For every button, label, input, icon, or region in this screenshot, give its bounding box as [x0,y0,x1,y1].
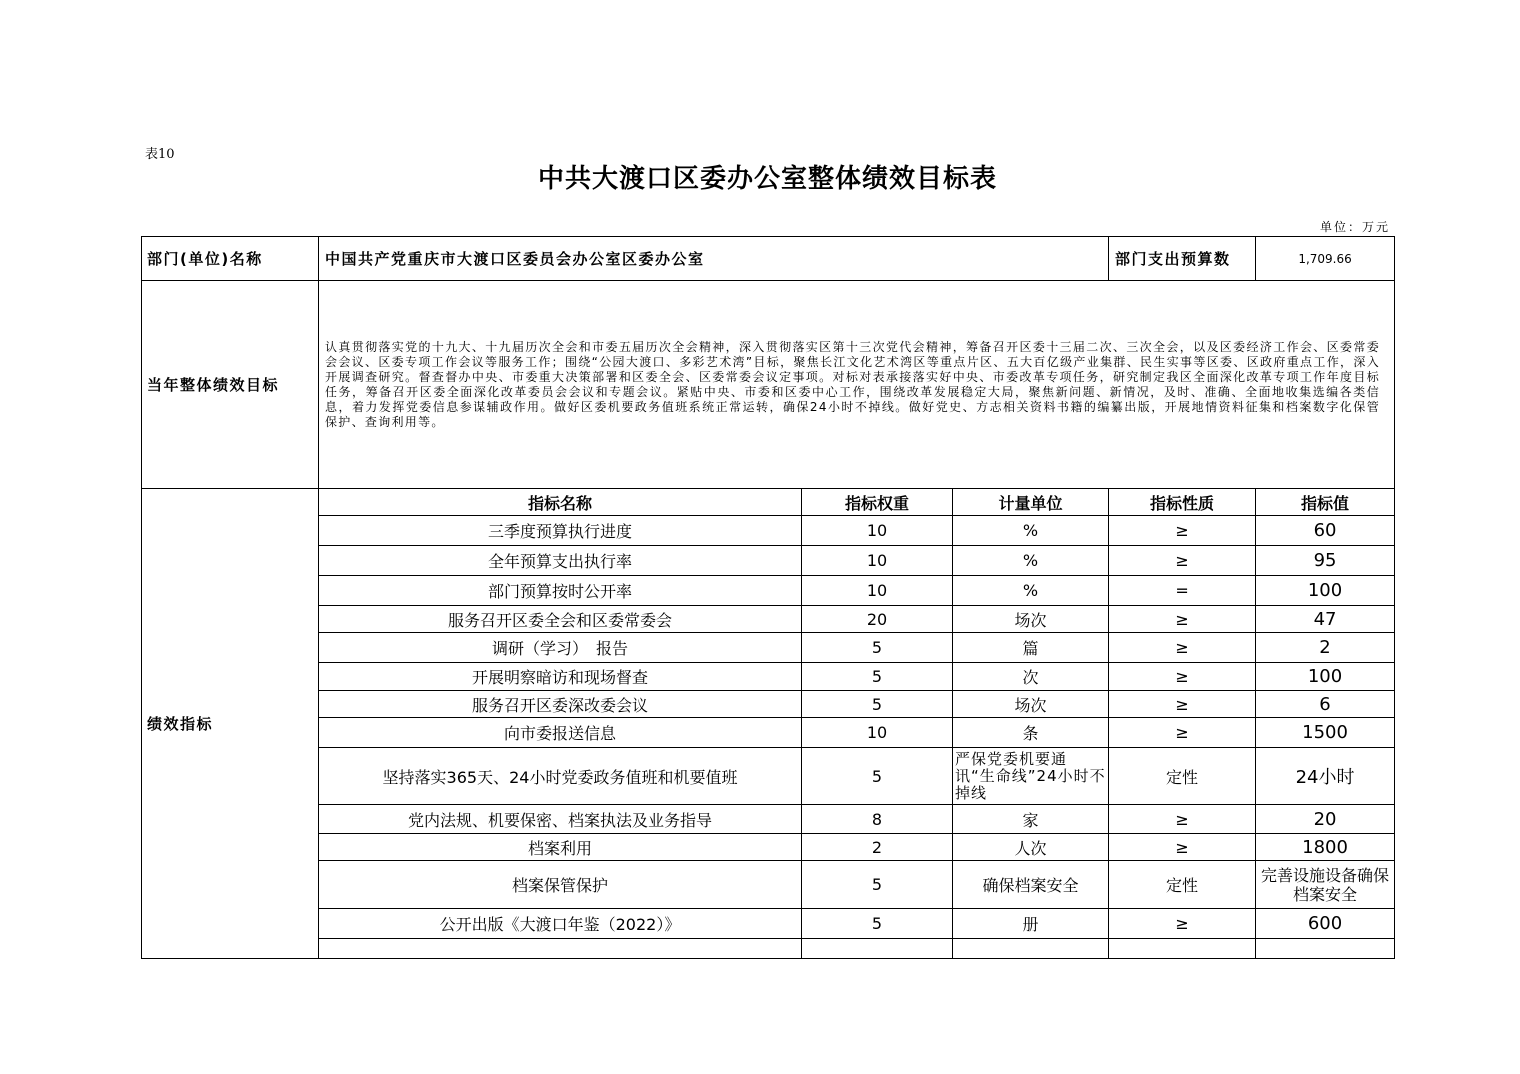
indicator-header-row [142,489,1395,516]
indicator-row [142,691,1395,718]
indicator-weight: 5 [802,663,953,691]
indicator-row [142,909,1395,939]
indicator-value: 47 [1256,606,1395,633]
indicator-weight: 5 [802,691,953,718]
performance-target-table [141,236,1395,959]
indicator-name: 部门预算按时公开率 [319,576,802,606]
indicator-value: 95 [1256,546,1395,576]
indicator-weight: 20 [802,606,953,633]
indicator-unit: 场次 [953,691,1109,718]
indicator-nature: ≥ [1109,633,1256,663]
indicator-unit: 家 [953,805,1109,834]
indicator-row [142,606,1395,633]
indicator-name: 档案利用 [319,834,802,861]
indicator-row [142,516,1395,546]
indicator-weight: 5 [802,633,953,663]
indicator-row [142,861,1395,909]
indicator-row [142,576,1395,606]
indicator-value: 24小时 [1256,748,1395,805]
indicator-unit: 条 [953,718,1109,748]
indicator-nature: ≥ [1109,663,1256,691]
indicator-nature: 定性 [1109,748,1256,805]
indicator-row [142,663,1395,691]
indicator-unit: 册 [953,909,1109,939]
indicator-weight: 10 [802,576,953,606]
indicator-nature: ≥ [1109,805,1256,834]
indicator-weight: 5 [802,909,953,939]
indicator-row [142,546,1395,576]
indicator-weight: 8 [802,805,953,834]
indicator-value: 1500 [1256,718,1395,748]
indicator-value: 600 [1256,909,1395,939]
budget-value: 1,709.66 [1256,237,1395,281]
table-number-label: 表10 [145,147,175,162]
indicators-section-label: 绩效指标 [142,489,319,959]
indicator-name: 服务召开区委深改委会议 [319,691,802,718]
indicator-weight: 10 [802,546,953,576]
indicator-unit [953,939,1109,959]
indicator-name: 坚持落实365天、24小时党委政务值班和机要值班 [319,748,802,805]
indicator-nature: ≥ [1109,691,1256,718]
indicator-value: 60 [1256,516,1395,546]
indicator-value: 2 [1256,633,1395,663]
indicator-row [142,718,1395,748]
indicator-name: 开展明察暗访和现场督查 [319,663,802,691]
indicator-value: 100 [1256,576,1395,606]
indicator-row [142,939,1395,959]
goal-text: 认真贯彻落实党的十九大、十九届历次全会和市委五届历次全会精神，深入贯彻落实区第十三次党代会精神，筹备召开区委十三届二次、三次全会，以及区委经济工作会、区委常委会会议、区委专项工作会议等服务工作；围绕“公园大渡口、多彩艺术湾”目标，聚焦长江文化艺术湾区等重点片区、五大百亿级产业集群、民生实事等区委、区政府重点工作，深入开展调查研究。督查督办中央、市委重大决策部署和区委全会、区委常委会议定事项。对标对表承接落实好中央、市委改革专项任务，研究制定我区全面深化改革专项工作年度目标任务，筹备召开区委全面深化改革委员会会议和专题会议。紧贴中央、市委和区委中心工作，围绕改革发展稳定大局，聚焦新问题、新情况，及时、准确、全面地收集选编各类信息，着力发挥党委信息参谋辅政作用。做好区委机要政务值班系统正常运转，确保24小时不掉线。做好党史、方志相关资料书籍的编纂出版，开展地情资料征集和档案数字化保管保护、查询利用等。 [319,281,1395,489]
indicator-name: 档案保管保护 [319,861,802,909]
indicator-unit: 严保党委机要通讯“生命线”24小时不掉线 [953,748,1109,805]
indicator-name: 党内法规、机要保密、档案执法及业务指导 [319,805,802,834]
indicator-weight: 5 [802,748,953,805]
indicator-weight: 10 [802,516,953,546]
indicator-row [142,633,1395,663]
col-header-unit: 计量单位 [953,489,1109,516]
indicator-name: 调研（学习） 报告 [319,633,802,663]
indicator-unit: % [953,516,1109,546]
indicator-unit: 次 [953,663,1109,691]
budget-label: 部门支出预算数 [1109,237,1256,281]
indicator-value: 6 [1256,691,1395,718]
unit-label: 单位：万元 [1319,220,1390,234]
col-header-name: 指标名称 [319,489,802,516]
goal-row [142,281,1395,489]
indicator-value: 完善设施设备确保档案安全 [1256,861,1395,909]
indicator-row [142,748,1395,805]
indicator-name: 服务召开区委全会和区委常委会 [319,606,802,633]
document-title: 中共大渡口区委办公室整体绩效目标表 [537,164,997,194]
indicator-weight: 10 [802,718,953,748]
indicator-nature: ≥ [1109,718,1256,748]
indicator-nature [1109,939,1256,959]
indicator-row [142,834,1395,861]
col-header-value: 指标值 [1256,489,1395,516]
indicator-name: 公开出版《大渡口年鉴（2022）》 [319,909,802,939]
indicator-value: 1800 [1256,834,1395,861]
indicator-nature: ≥ [1109,516,1256,546]
indicator-value: 20 [1256,805,1395,834]
dept-label: 部门(单位)名称 [142,237,319,281]
col-header-nature: 指标性质 [1109,489,1256,516]
indicator-unit: 人次 [953,834,1109,861]
indicator-weight: 5 [802,861,953,909]
indicator-nature: ≥ [1109,834,1256,861]
dept-name: 中国共产党重庆市大渡口区委员会办公室区委办公室 [319,237,1109,281]
indicator-unit: % [953,576,1109,606]
indicator-nature: ≥ [1109,606,1256,633]
indicator-unit: 确保档案安全 [953,861,1109,909]
indicator-nature: ≥ [1109,909,1256,939]
indicator-unit: 篇 [953,633,1109,663]
indicator-unit: % [953,546,1109,576]
indicator-row [142,805,1395,834]
indicator-name: 全年预算支出执行率 [319,546,802,576]
indicator-value: 100 [1256,663,1395,691]
col-header-weight: 指标权重 [802,489,953,516]
goal-label: 当年整体绩效目标 [142,281,319,489]
indicator-weight: 2 [802,834,953,861]
indicator-nature: 定性 [1109,861,1256,909]
dept-row [142,237,1395,281]
indicator-name: 三季度预算执行进度 [319,516,802,546]
indicator-value [1256,939,1395,959]
indicator-name: 向市委报送信息 [319,718,802,748]
indicator-nature: ≥ [1109,546,1256,576]
indicator-weight [802,939,953,959]
indicator-unit: 场次 [953,606,1109,633]
indicator-nature: = [1109,576,1256,606]
indicator-name [319,939,802,959]
